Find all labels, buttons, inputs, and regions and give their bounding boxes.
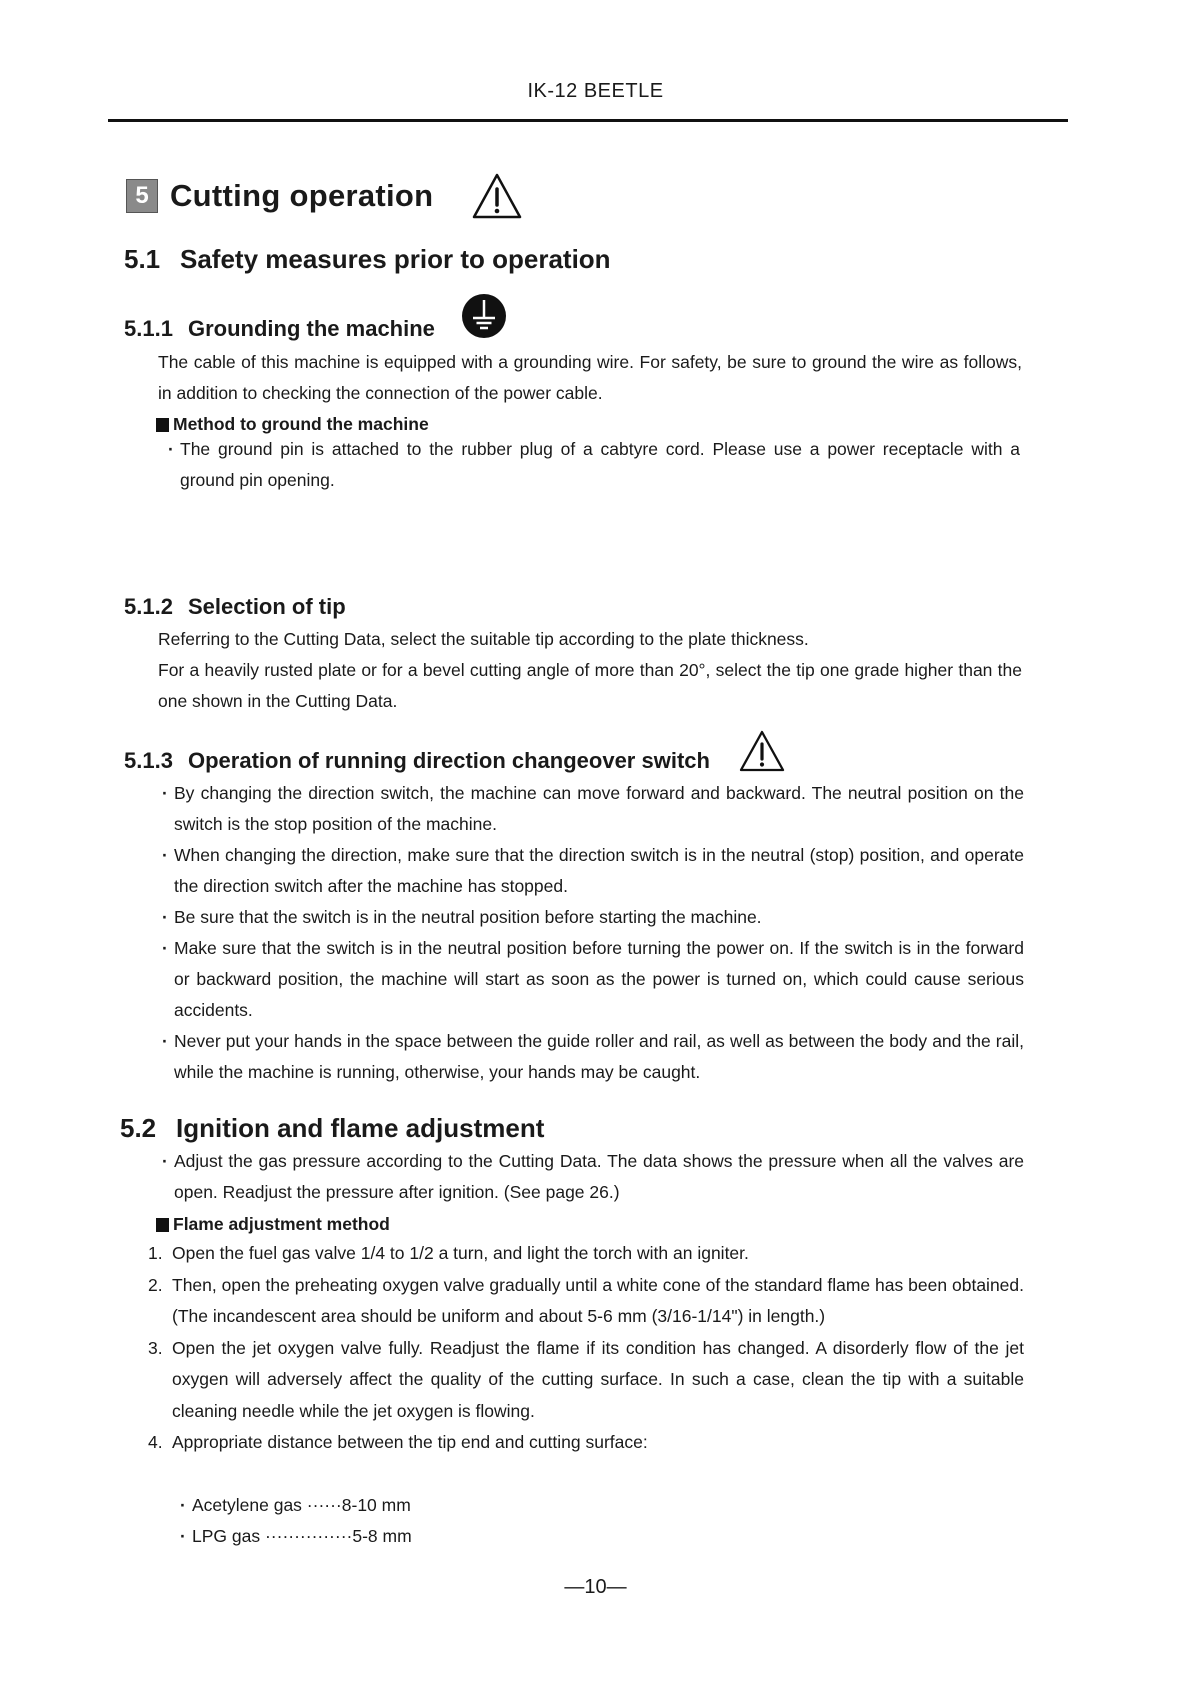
list-item: · LPG gas ···············5-8 mm	[180, 1521, 412, 1552]
section-title: Safety measures prior to operation	[180, 244, 611, 274]
list-item: · Acetylene gas ······8-10 mm	[180, 1490, 412, 1521]
step-number: 4.	[148, 1432, 163, 1452]
chapter-heading	[126, 172, 523, 220]
step-text: Appropriate distance between the tip end and cutting surface:	[172, 1432, 648, 1452]
grounding-method-list	[168, 434, 1020, 496]
warning-triangle-icon	[738, 729, 786, 773]
section-number: 5.1	[124, 244, 161, 274]
distance-list	[180, 1490, 412, 1552]
section-title: Selection of tip	[188, 594, 346, 619]
square-bullet-icon	[156, 418, 169, 432]
section-number: 5.2	[120, 1113, 157, 1143]
list-item: · Be sure that the switch is in the neutral position before starting the machine.	[162, 902, 1024, 933]
section-number: 5.1.3	[124, 748, 173, 773]
direction-switch-list	[162, 778, 1024, 1088]
section-5-1-2-heading	[124, 594, 346, 620]
flame-adjustment-steps	[148, 1238, 1024, 1459]
list-item: · The ground pin is attached to the rubber plug of a cabtyre cord. Please use a power receptacle with a ground pin opening.	[168, 434, 1020, 496]
section-5-1-1-heading	[124, 316, 507, 342]
ground-symbol-icon	[461, 293, 507, 339]
tip-selection-text	[158, 624, 1022, 717]
section-5-2-heading	[120, 1113, 544, 1144]
step-item	[148, 1238, 1024, 1270]
section-5-1-heading	[124, 244, 611, 275]
subhead-text: Method to ground the machine	[173, 414, 429, 434]
step-item	[148, 1270, 1024, 1333]
square-bullet-icon	[156, 1218, 169, 1232]
page-number: —10—	[564, 1576, 627, 1598]
list-item: · Never put your hands in the space between the guide roller and rail, as well as between the body and the rail, while the machine is running, otherwise, your hands may be caught.	[162, 1026, 1024, 1088]
subhead-text: Flame adjustment method	[173, 1214, 390, 1234]
step-item	[148, 1333, 1024, 1428]
ignition-list	[162, 1146, 1024, 1208]
section-title: Operation of running direction changeover switch	[188, 748, 710, 773]
chapter-number-badge: 5	[126, 179, 158, 213]
list-item: · When changing the direction, make sure that the direction switch is in the neutral (stop) position, and operate the direction switch after the machine has stopped.	[162, 840, 1024, 902]
chapter-title: Cutting operation	[170, 178, 434, 213]
list-item: · Adjust the gas pressure according to the Cutting Data. The data shows the pressure when all the valves are open. Readjust the pressure after ignition. (See page 26.)	[162, 1146, 1024, 1208]
paragraph-line: For a heavily rusted plate or for a bevel cutting angle of more than 20°, select the tip one grade higher than the one shown in the Cutting Data.	[158, 660, 1022, 711]
running-header: IK-12 BEETLE	[527, 80, 664, 102]
grounding-body: The cable of this machine is equipped with a grounding wire. For safety, be sure to ground the wire as follows, in addition to checking the connection of the power cable.	[158, 352, 1022, 403]
warning-triangle-icon	[471, 172, 523, 220]
step-number: 1.	[148, 1243, 163, 1263]
step-text: Open the jet oxygen valve fully. Readjust the flame if its condition has changed. A disorderly flow of the jet oxygen will adversely affect the quality of the cutting surface. In such a case, clean the tip with a suitable cleaning needle while the jet oxygen is flowing.	[172, 1337, 1024, 1421]
step-number: 2.	[148, 1274, 163, 1295]
list-item: · By changing the direction switch, the machine can move forward and backward. The neutral position on the switch is the stop position of the machine.	[162, 778, 1024, 840]
method-to-ground-heading	[156, 414, 429, 435]
flame-adjustment-heading	[156, 1214, 390, 1235]
list-item: · Make sure that the switch is in the neutral position before turning the power on. If the switch is in the forward or backward position, the machine will start as soon as the power is turned on, which could cause serious accidents.	[162, 933, 1024, 1026]
step-text: Open the fuel gas valve 1/4 to 1/2 a turn, and light the torch with an igniter.	[172, 1243, 749, 1263]
section-number: 5.1.1	[124, 316, 173, 341]
step-text: Then, open the preheating oxygen valve gradually until a white cone of the standard flame has been obtained. (The incandescent area should be uniform and about 5-6 mm (3/16-1/14") in length.)	[172, 1274, 1024, 1326]
header-rule	[108, 119, 1068, 122]
paragraph-line: Referring to the Cutting Data, select the suitable tip according to the plate thickness.	[158, 629, 809, 649]
section-number: 5.1.2	[124, 594, 173, 619]
step-item	[148, 1427, 1024, 1459]
step-number: 3.	[148, 1337, 163, 1358]
section-title: Ignition and flame adjustment	[176, 1113, 545, 1143]
section-5-1-3-heading	[124, 748, 786, 774]
section-title: Grounding the machine	[188, 316, 435, 341]
